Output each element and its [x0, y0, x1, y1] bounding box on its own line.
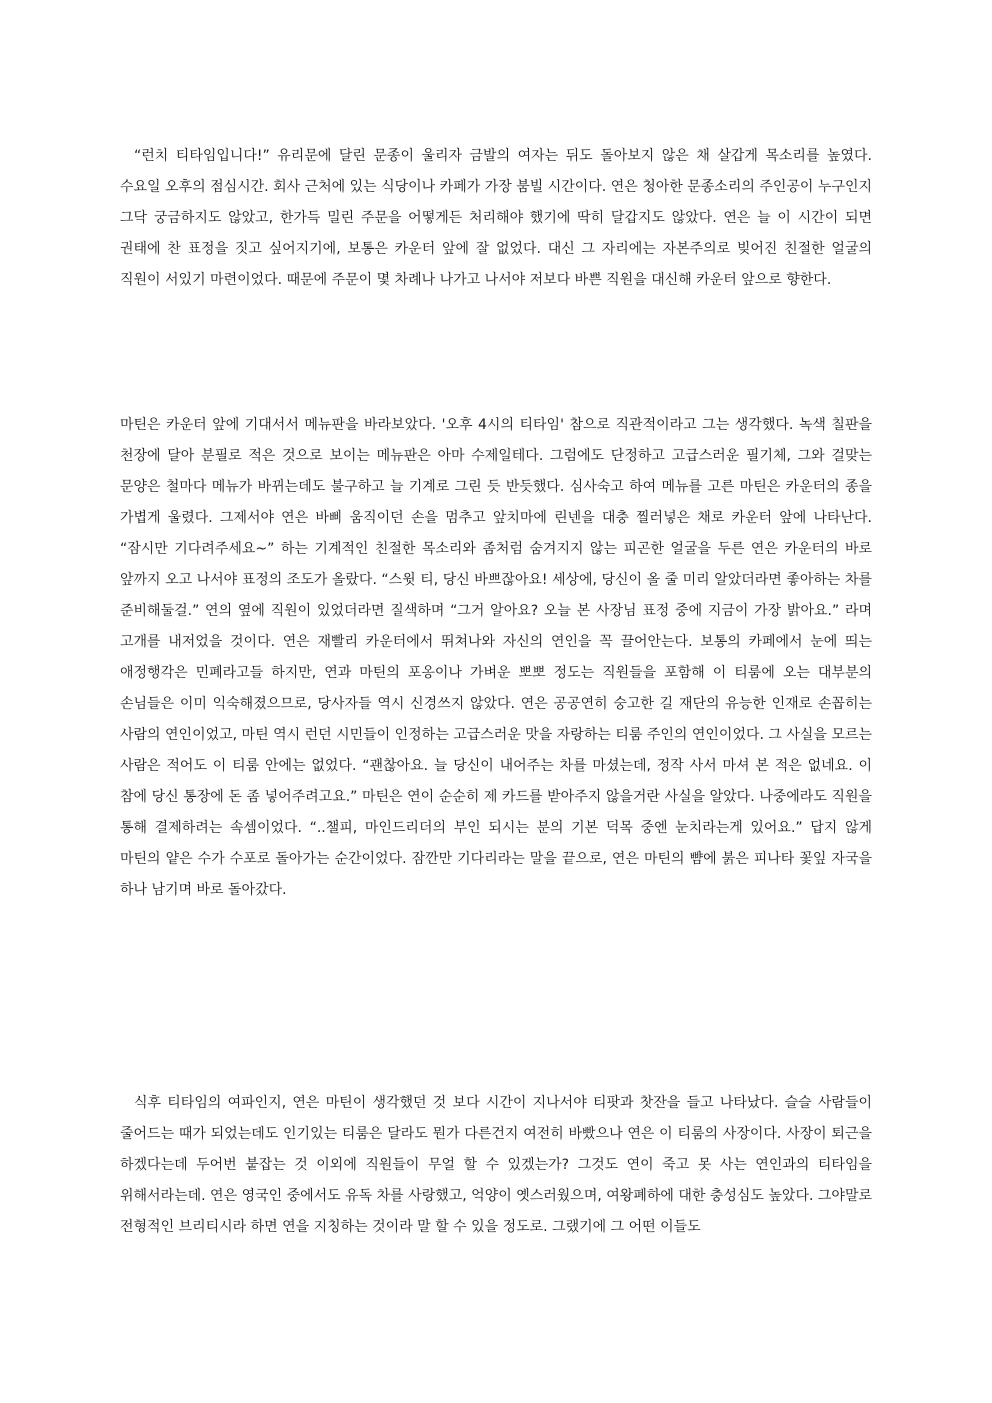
paragraph-after-teatime: 식후 티타임의 여파인지, 연은 마틴이 생각했던 것 보다 시간이 지나서야 티팟과 찻잔을 들고 나타났다. 슬슬 사람들이 줄어드는 때가 되었는데도 인기있는 티룸은 달라도 뭔가 다른건지 여전히 바빴으나 연은 이 티룸의 사장이다. 사장이 퇴근을 하겠다는데 두어번 붙잡는 것 이외에 직원들이 무얼 할 수 있겠는가? 그것도 연이 죽고 못 사는 연인과의 티타임을 위해서라는데. 연은 영국인 중에서도 유독 차를 사랑했고, 억양이 옛스러웠으며, 여왕폐하에 대한 충성심도 높았다. 그야말로 전형적인 브리티시라 하면 연을 지칭하는 것이라 말 할 수 있을 정도로. 그랬기에 그 어떤 이들도: [120, 1095, 872, 1235]
paragraph-martin-counter: 마틴은 카운터 앞에 기대서서 메뉴판을 바라보았다. '오후 4시의 티타임' 참으로 직관적이라고 그는 생각했다. 녹색 칠판을 천장에 달아 분필로 적은 것으로 보이는 메뉴판은 아마 수제일테다. 그럼에도 단정하고 고급스러운 필기체, 그와 걸맞는 문양은 철마다 메뉴가 바뀌는데도 불구하고 늘 기계로 그린 듯 반듯했다. 심사숙고 하여 메뉴를 고른 마틴은 카운터의 종을 가볍게 울렸다. 그제서야 연은 바삐 움직이던 손을 멈추고 앞치마에 린넨을 대충 찔러넣은 채로 카운터 앞에 나타난다. “잠시만 기다려주세요~” 하는 기계적인 친절한 목소리와 좀처럼 숨겨지지 않는 피곤한 얼굴을 두른 연은 카운터의 바로 앞까지 오고 나서야 표정의 조도가 올랐다. “스윗 티, 당신 바쁘잖아요! 세상에, 당신이 올 줄 미리 알았더라면 좋아하는 차를 준비해둘걸.” 연의 옆에 직원이 있었더라면 질색하며 “그거 알아요? 오늘 본 사장님 표정 중에 지금이 가장 밝아요.” 라며 고개를 내저었을 것이다. 연은 재빨리 카운터에서 뛰쳐나와 자신의 연인을 꼭 끌어안는다. 보통의 카페에서 눈에 띄는 애정행각은 민폐라고들 하지만, 연과 마틴의 포옹이나 가벼운 뽀뽀 정도는 직원들을 포함해 이 티룸에 오는 대부분의 손님들은 이미 익숙해졌으므로, 당사자들 역시 신경쓰지 않았다. 연은 공공연히 숭고한 길 재단의 유능한 인재로 손꼽히는 사람의 연인이었고, 마틴 역시 런던 시민들이 인정하는 고급스러운 맛을 자랑하는 티룸 주인의 연인이었다. 그 사실을 모르는 사람은 적어도 이 티룸 안에는 없었다. “괜찮아요. 늘 당신이 내어주는 차를 마셨는데, 정작 사서 마셔 본 적은 없네요. 이 참에 당신 통장에 돈 좀 넣어주려고요.” 마틴은 연이 순순히 제 카드를 받아주지 않을거란 사실을 알았다. 나중에라도 직원을 통해 결제하려는 속셈이었다. “..챌피, 마인드리더의 부인 되시는 분의 기본 덕목 중엔 눈치라는게 있어요.” 답지 않게 마틴의 얕은 수가 수포로 돌아가는 순간이었다. 잠깐만 기다리라는 말을 끝으로, 연은 마틴의 뺨에 붉은 피나타 꽃잎 자국을 하나 남기며 바로 돌아갔다.: [120, 417, 872, 898]
paragraph-lunch-teatime: “런치 티타임입니다!” 유리문에 달린 문종이 울리자 금발의 여자는 뒤도 돌아보지 않은 채 살갑게 목소리를 높였다. 수요일 오후의 점심시간. 회사 근처에 있는 식당이나 카페가 가장 붐빌 시간이다. 연은 청아한 문종소리의 주인공이 누구인지 그닥 궁금하지도 않았고, 한가득 밀린 주문을 어떻게든 처리해야 했기에 딱히 달갑지도 않았다. 연은 늘 이 시간이 되면 권태에 찬 표정을 짓고 싶어지기에, 보통은 카운터 앞에 잘 없었다. 대신 그 자리에는 자본주의로 빚어진 친절한 얼굴의 직원이 서있기 마련이었다. 때문에 주문이 몇 차례나 나가고 나서야 저보다 바쁜 직원을 대신해 카운터 앞으로 향한다.: [120, 148, 872, 288]
